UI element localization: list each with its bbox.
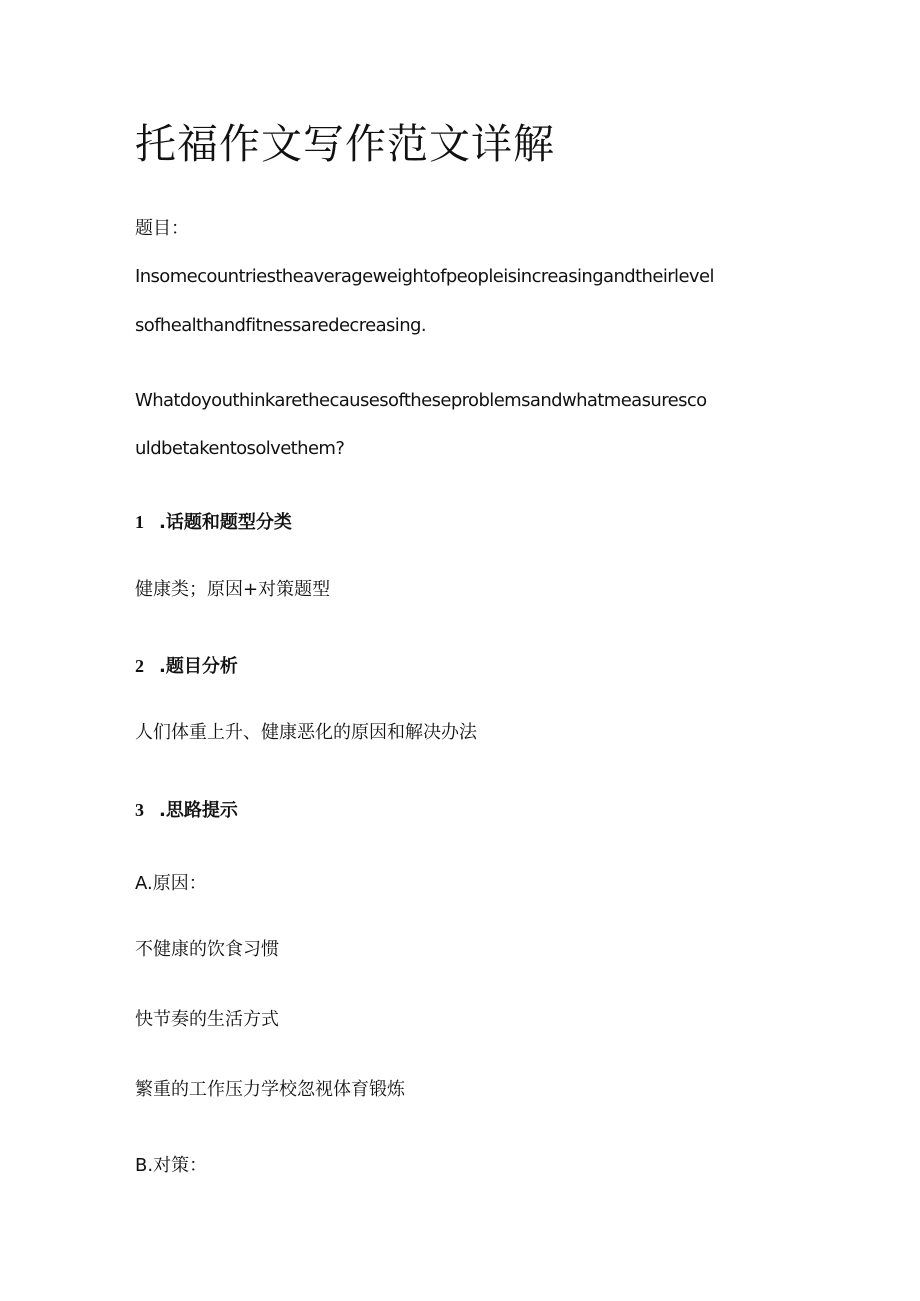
document-title: 托福作文写作范文详解 (135, 120, 555, 168)
section-title: .思路提示 (159, 800, 238, 821)
causes-label: A.原因： (135, 873, 207, 894)
section-title: .题目分析 (159, 656, 238, 677)
section-number: 1 (135, 512, 144, 532)
section-heading-1 (135, 510, 795, 535)
prompt-line-1: Insomecountriestheaverageweightofpeopleisincreasingandtheirlevel (135, 266, 714, 287)
section-heading-2 (135, 654, 795, 679)
cause-item: 快节奏的生活方式 (135, 1009, 279, 1030)
section-number: 3 (135, 800, 144, 820)
section-text-2: 人们体重上升、健康恶化的原因和解决办法 (135, 722, 477, 743)
section-text-1: 健康类；原因+对策题型 (135, 579, 331, 600)
prompt-line-2: sofhealthandfitnessaredecreasing. (135, 315, 426, 336)
section-number: 2 (135, 656, 144, 676)
cause-item: 不健康的饮食习惯 (135, 939, 279, 960)
section-heading-3 (135, 798, 795, 823)
cause-item: 繁重的工作压力学校忽视体育锻炼 (135, 1079, 405, 1100)
section-title: .话题和题型分类 (159, 512, 292, 533)
prompt-line-4: uldbetakentosolvethem? (135, 438, 345, 459)
prompt-label: 题目： (135, 218, 189, 239)
prompt-line-3: Whatdoyouthinkarethecausesoftheseproblemsandwhatmeasuresco (135, 390, 707, 411)
measures-label: B.对策： (135, 1155, 208, 1176)
